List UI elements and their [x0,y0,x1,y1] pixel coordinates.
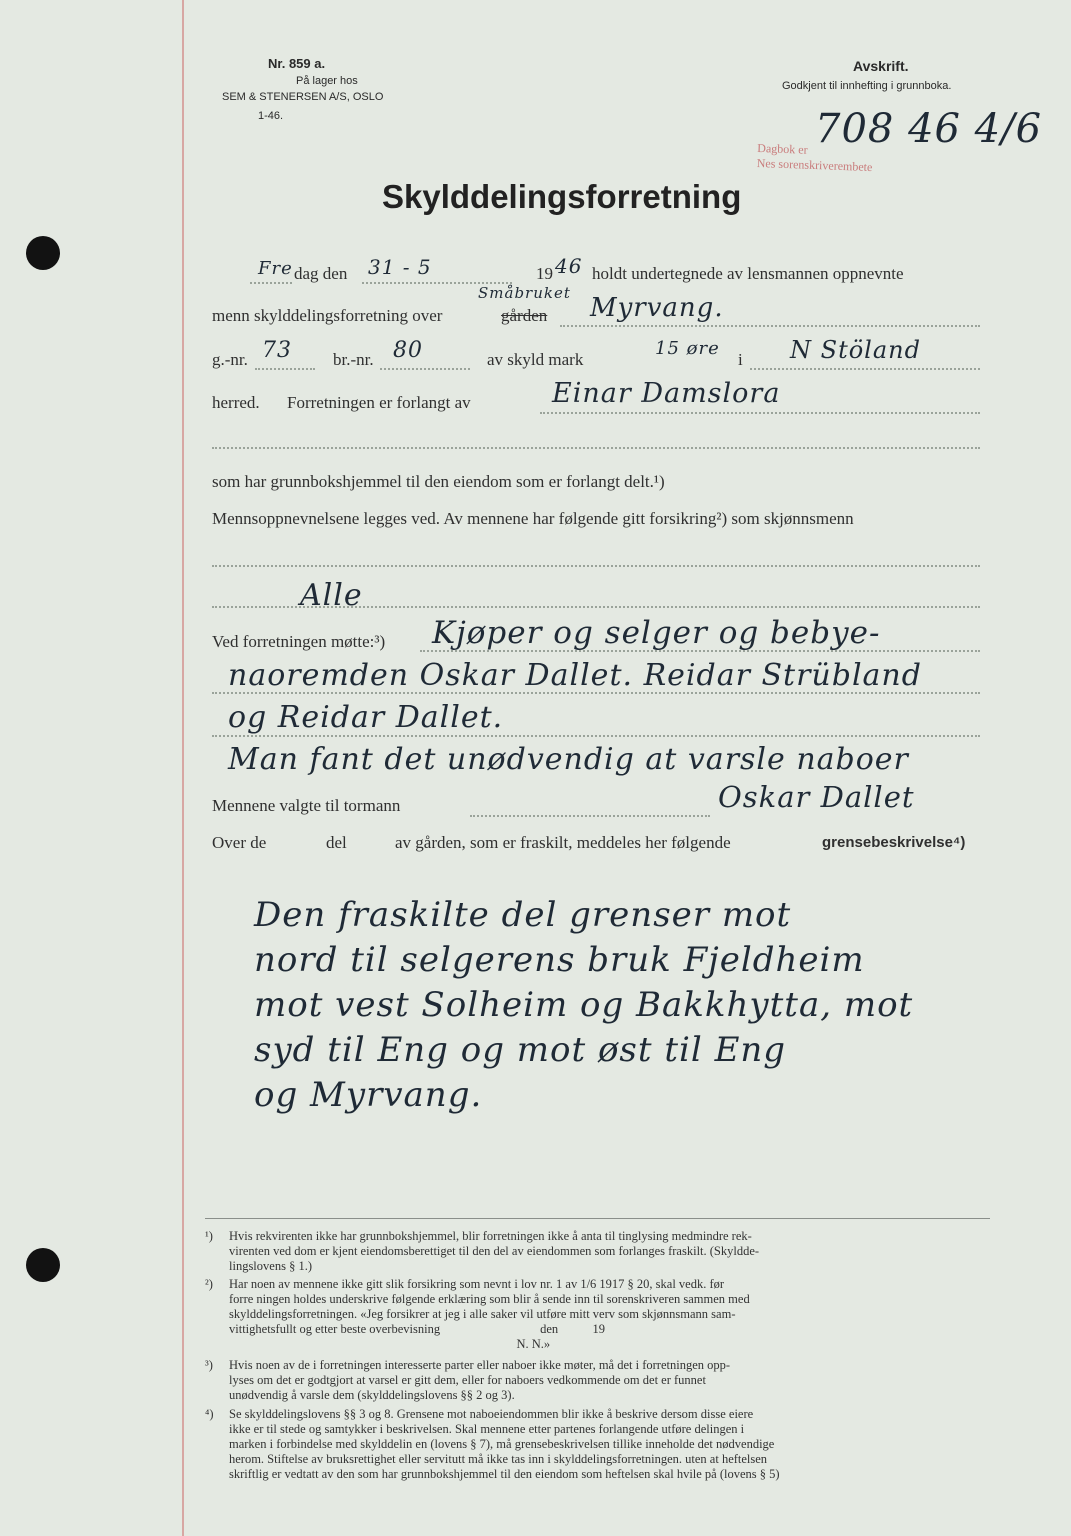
hw-date: 31 - 5 [368,255,432,279]
punch-hole-top [26,236,60,270]
stock-line: På lager hos [296,75,358,87]
hw-gnr: 73 [262,338,292,363]
label-forlangt: Forretningen er forlangt av [287,393,471,412]
avskrift-label: Avskrift. [853,58,909,74]
hw-attendee-line-4: Man fant det unødvendig at varsle naboer [228,742,909,777]
punch-hole-bottom [26,1248,60,1282]
stamp-line-2: Nes sorenskriverembete [756,155,873,175]
footnote-rule [205,1218,990,1219]
hw-brnr: 80 [393,338,423,363]
hw-desc-line-5: og Myrvang. [254,1075,483,1115]
label-holdt: holdt undertegnede av lensmannen oppnevnte [592,264,904,283]
footnote-line: Har noen av mennene ikke gitt slik forsikring som nevnt i lov nr. 1 av 1/6 1917 § 20, skal vedk. før [229,1277,725,1291]
document-title: Skylddelingsforretning [382,178,742,215]
dotted-line [380,368,470,370]
stamp-handwritten-number: 708 46 4/6 [815,106,1043,152]
label-garden-struck: gården [501,306,548,325]
label-motte: Ved forretningen møtte:³) [212,632,386,651]
label-grunnbok: som har grunnbokshjemmel til den eiendom som er forlangt delt.¹) [212,472,665,491]
label-i: i [738,350,743,369]
footnote-line: Hvis rekvirenten ikke har grunnbokshjemmel, blir forretningen ikke å anta til tinglysing medmindre rek- [229,1229,752,1243]
red-margin-line [182,0,184,1536]
label-gnr: g.-nr. [212,350,248,369]
hw-attendee-line-3: og Reidar Dallet. [228,700,504,735]
footnote-line: lyses om det er godtgjort at varsel er gitt dem, eller for naboers vedkommende om det er funnet [229,1373,706,1387]
footnote-line: marken i forbindelse med skylddelin en (lovens § 7), må grensebeskrivelsen tillike inneholde det nødvendige [229,1437,775,1451]
footnote-mark: ¹) [205,1229,213,1243]
approval-text: Godkjent til innhefting i grunnboka. [782,80,952,92]
footnote-line: herom. Stiftelse av bruksrettighet eller servitutt må ikke tas inn i skylddelingsforretningen. uten at heftelsen [229,1452,768,1466]
label-av-garden: av gården, som er fraskilt, meddeles her følgende [395,833,731,852]
hw-weekday: Fre [258,258,293,279]
dotted-line [255,368,315,370]
hw-desc-line-4: syd til Eng og mot øst til Eng [254,1030,787,1070]
hw-forsikring: Alle [300,578,363,613]
hw-desc-line-1: Den fraskilte del grenser mot [254,895,792,935]
hw-attendee-line-2: naoremden Oskar Dallet. Reidar Strübland [228,658,922,693]
hw-herred: N Stöland [790,336,921,364]
dotted-line [560,325,980,327]
footnote-line: N. N.» [229,1337,551,1351]
footnote-mark: ²) [205,1277,213,1291]
publisher: SEM & STENERSEN A/S, OSLO [222,91,384,103]
hw-year: 46 [555,254,583,278]
form-number: Nr. 859 a. [268,56,326,71]
label-dag-den: dag den [294,264,348,283]
hw-tormann: Oskar Dallet [718,780,915,814]
label-tormann: Mennene valgte til tormann [212,796,401,815]
dotted-line [212,565,980,567]
label-brnr: br.-nr. [333,350,374,369]
dotted-line [470,815,710,817]
dotted-line [212,447,980,449]
dotted-line [212,606,980,608]
footnote-line: unødvendig å varsle dem (skylddelingslovens §§ 2 og 3). [229,1388,515,1402]
dotted-line [212,692,980,694]
dotted-line [250,282,292,284]
hw-farm-name: Myrvang. [590,293,724,323]
hw-over-insert: Småbruket [478,284,571,302]
footnote-line: skriftlig er vedtatt av den som har grunnbokshjemmel til den eiendom som heftelsen skal hvile på (lovens § 5) [229,1467,780,1481]
footnote-line: Se skylddelingslovens §§ 3 og 8. Grensene mot naboeiendommen blir ikke å beskrive dersom disse eiere [229,1407,754,1421]
label-grense: grensebeskrivelse⁴) [822,834,966,851]
hw-requester: Einar Damslora [552,378,781,409]
hw-desc-line-3: mot vest Solheim og Bakkhytta, mot [254,985,914,1025]
dotted-line [540,412,980,414]
label-mennsopp: Mennsoppnevnelsene legges ved. Av mennene har følgende gitt forsikring²) som skjønnsmenn [212,509,854,528]
footnote-line: virenten ved dom er kjent eiendomsberettiget til den del av eiendommen som forlanges fraskilt. (Skyldde- [229,1244,760,1258]
footnote-mark: ⁴) [205,1407,214,1421]
footnote-mark: ³) [205,1358,213,1372]
stamp-line-1: Dagbok er [757,140,808,157]
footnote-line: skylddelingsforretningen. «Jeg forsikrer at jeg i alle saker vil utføre mitt verv som skjønnsmann sam- [229,1307,736,1321]
footnote-line: Hvis noen av de i forretningen interesserte parter eller naboer ikke møter, må det i forretningen opp- [229,1358,731,1372]
label-year-prefix: 19 [536,264,553,283]
footnote-line: vittighetsfullt og etter beste overbevisning den 19 [229,1322,605,1336]
footnote-line: forre ningen holdes underskrive følgende erklæring som blir å sende inn til sorenskriveren sammen med [229,1292,750,1306]
hw-skyld: 15 øre [655,338,720,359]
hw-attendee-line-1: Kjøper og selger og bebye- [432,615,881,651]
footnote-line: lingslovens § 1.) [229,1259,312,1273]
label-av-skyld: av skyld mark [487,350,584,369]
footnote-line: ikke er til stede og samtykker i beskrivelsen. Skal mennene etter partenes forlangende utføre delingen i [229,1422,745,1436]
label-del: del [326,833,347,852]
label-herred: herred. [212,393,260,412]
dotted-line [212,735,980,737]
edition: 1-46. [258,110,284,122]
label-menn: menn skylddelingsforretning over [212,306,443,325]
dotted-line [750,368,980,370]
label-over-de: Over de [212,833,267,852]
hw-desc-line-2: nord til selgerens bruk Fjeldheim [254,940,865,980]
dotted-line [420,650,980,652]
